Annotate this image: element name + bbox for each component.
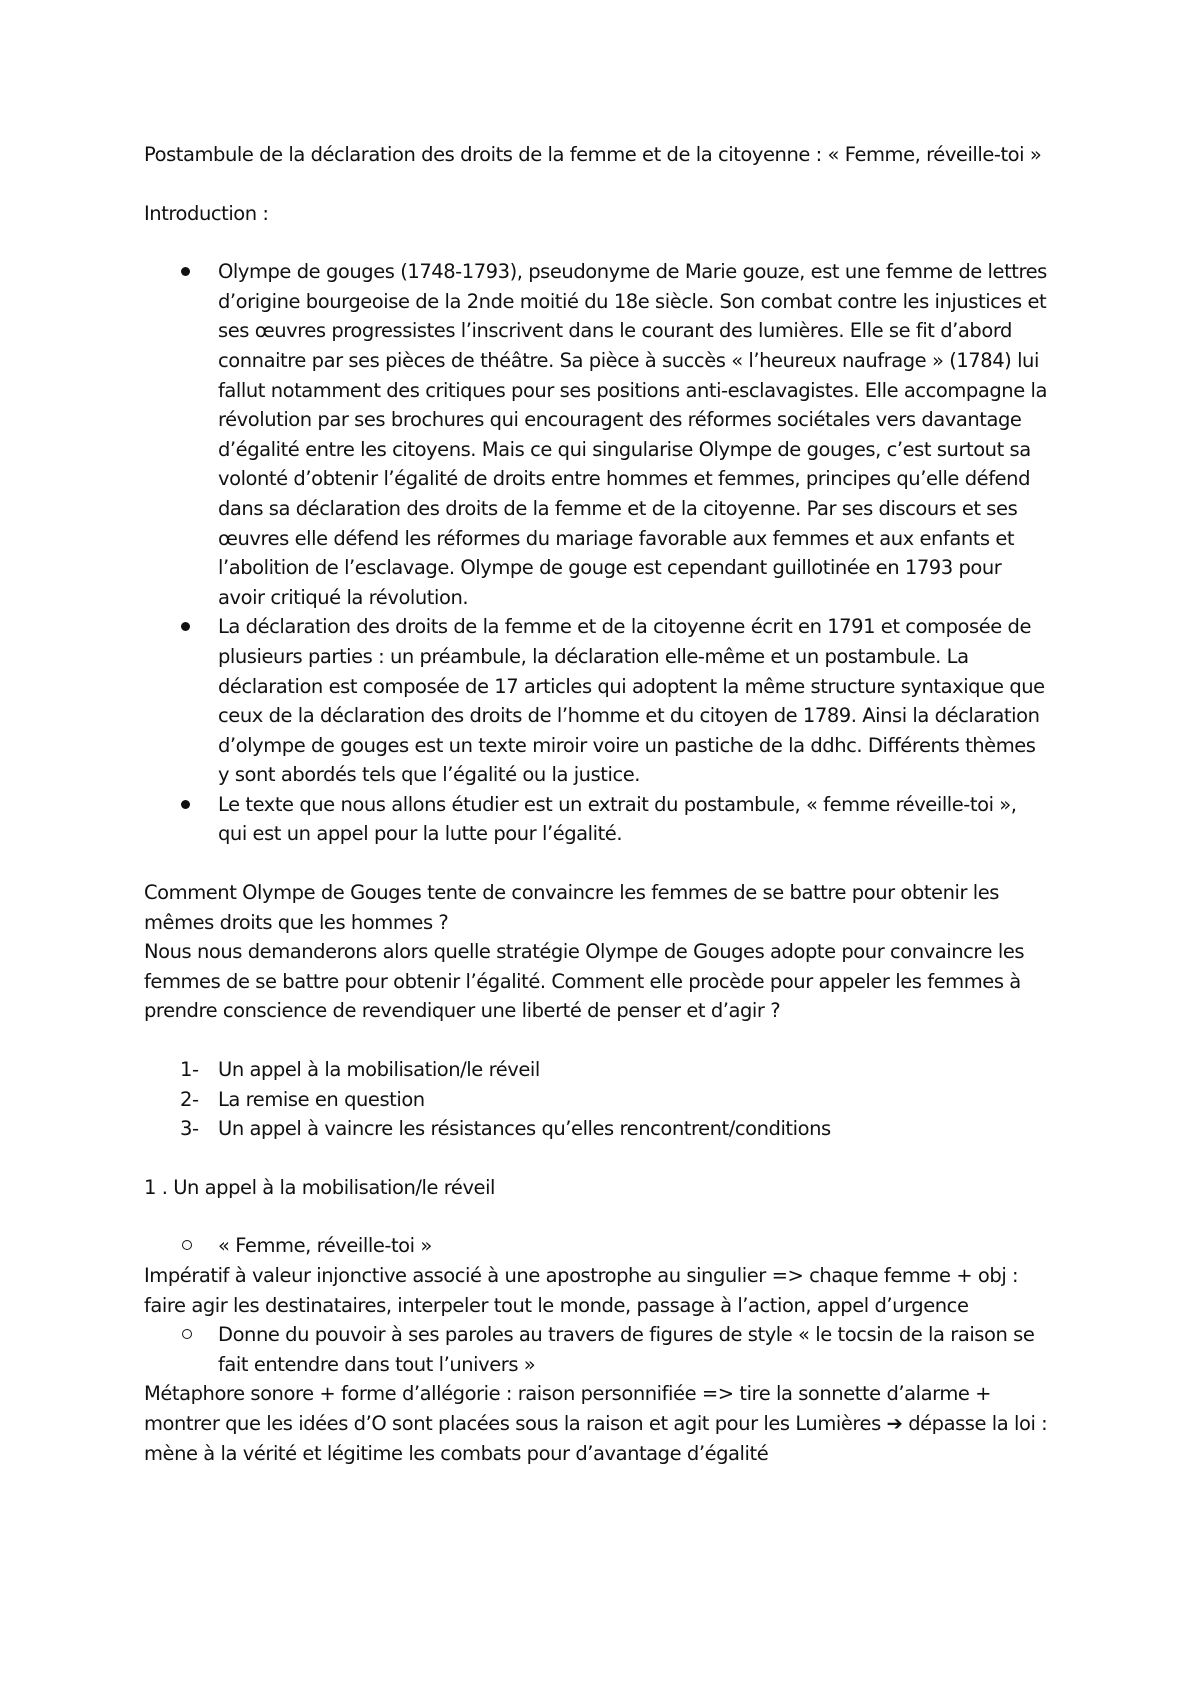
sub-list-item xyxy=(144,1320,1050,1379)
plan-item xyxy=(180,1114,1050,1144)
problem-question: Comment Olympe de Gouges tente de convaincre les femmes de se battre pour obtenir les mêmes droits que les hommes ? xyxy=(144,881,999,934)
analysis-paragraph xyxy=(144,1379,1050,1468)
section-heading: 1 . Un appel à la mobilisation/le réveil xyxy=(144,1175,496,1199)
list-item xyxy=(218,257,1050,612)
problem-statement: Nous nous demanderons alors quelle stratégie Olympe de Gouges adopte pour convaincre les femmes de se battre pour obtenir l’égalité. Comment elle procède pour appeler les femmes à prendre conscience de revendiquer une liberté de penser et d’agir ? xyxy=(144,940,1025,1023)
list-item xyxy=(218,790,1050,849)
bullet-icon xyxy=(181,622,190,631)
analysis-text: Métaphore sonore + forme d’allégorie : raison personnifiée => tire la sonnette d’alarme + montrer que les idées d’O sont placées sous la raison et agit pour les Lumières xyxy=(144,1382,992,1435)
list-item xyxy=(218,612,1050,790)
circle-bullet-icon xyxy=(182,1329,192,1339)
plan-item xyxy=(180,1085,1050,1115)
bullet-icon xyxy=(181,267,190,276)
plan-number: 1- xyxy=(180,1058,199,1082)
bullet-text: Le texte que nous allons étudier est un extrait du postambule, « femme réveille-toi », qui est un appel pour la lutte pour l’égalité. xyxy=(218,792,1017,846)
intro-bullet-list xyxy=(144,257,1050,849)
plan-number: 2- xyxy=(180,1087,199,1111)
analysis-text: dépasse la loi : mène à la vérité et légitime les combats pour d’avantage d’égalité xyxy=(144,1411,1048,1465)
plan-item xyxy=(180,1055,1050,1085)
plan-text: Un appel à la mobilisation/le réveil xyxy=(218,1058,540,1082)
plan-text: Un appel à vaincre les résistances qu’elles rencontrent/conditions xyxy=(218,1117,831,1141)
analysis-paragraph: Impératif à valeur injonctive associé à une apostrophe au singulier => chaque femme + obj : faire agir les destinataires, interpeler tout le monde, passage à l’action, appel d’urgence xyxy=(144,1264,1019,1317)
bullet-icon xyxy=(181,800,190,809)
bullet-text: Olympe de gouges (1748-1793), pseudonyme de Marie gouze, est une femme de lettres d’origine bourgeoise de la 2nde moitié du 18e siècle. Son combat contre les injustices et ses œuvres progressistes l’inscrivent dans le courant des lumières. Elle se fit d’abord connaitre par ses pièces de théâtre. Sa pièce à succès « l’heureux naufrage » (1784) lui fallut notamment des critiques pour ses positions anti-esclavagistes. Elle accompagne la révolution par ses brochures qui encouragent des réformes sociétales vers davantage d’égalité entre les citoyens. Mais ce qui singularise Olympe de gouges, c’est surtout sa volonté d’obtenir l’égalité de droits entre hommes et femmes, principes qu’elle défend dans sa déclaration des droits de la femme et de la citoyenne. Par ses discours et ses œuvres elle défend les réformes du mariage favorable aux femmes et aux enfants et l’abolition de l’esclavage. Olympe de gouge est cependant guillotinée en 1793 pour avoir critiqué la révolution. xyxy=(218,260,1047,609)
intro-heading: Introduction : xyxy=(144,201,269,225)
bullet-text: La déclaration des droits de la femme et de la citoyenne écrit en 1791 et composée de plusieurs parties : un préambule, la déclaration elle-même et un postambule. La déclaration est composée de 17 articles qui adoptent la même structure syntaxique que ceux de la déclaration des droits de l’homme et du citoyen de 1789. Ainsi la déclaration d’olympe de gouges est un texte miroir voire un pastiche de la ddhc. Différents thèmes y sont abordés tels que l’égalité ou la justice. xyxy=(218,615,1045,787)
document-title: Postambule de la déclaration des droits de la femme et de la citoyenne : « Femme, réveille-toi » xyxy=(144,143,1042,166)
plan-number: 3- xyxy=(180,1117,199,1141)
plan-list xyxy=(144,1055,1050,1144)
sub-item-text: Donne du pouvoir à ses paroles au travers de figures de style « le tocsin de la raison se fait entendre dans tout l’univers » xyxy=(218,1323,1035,1376)
plan-text: La remise en question xyxy=(218,1087,425,1111)
sub-item-text: « Femme, réveille-toi » xyxy=(218,1234,432,1258)
arrow-right-icon: ➔ xyxy=(886,1411,903,1435)
circle-bullet-icon xyxy=(182,1240,192,1250)
sub-list-item xyxy=(144,1231,1050,1261)
